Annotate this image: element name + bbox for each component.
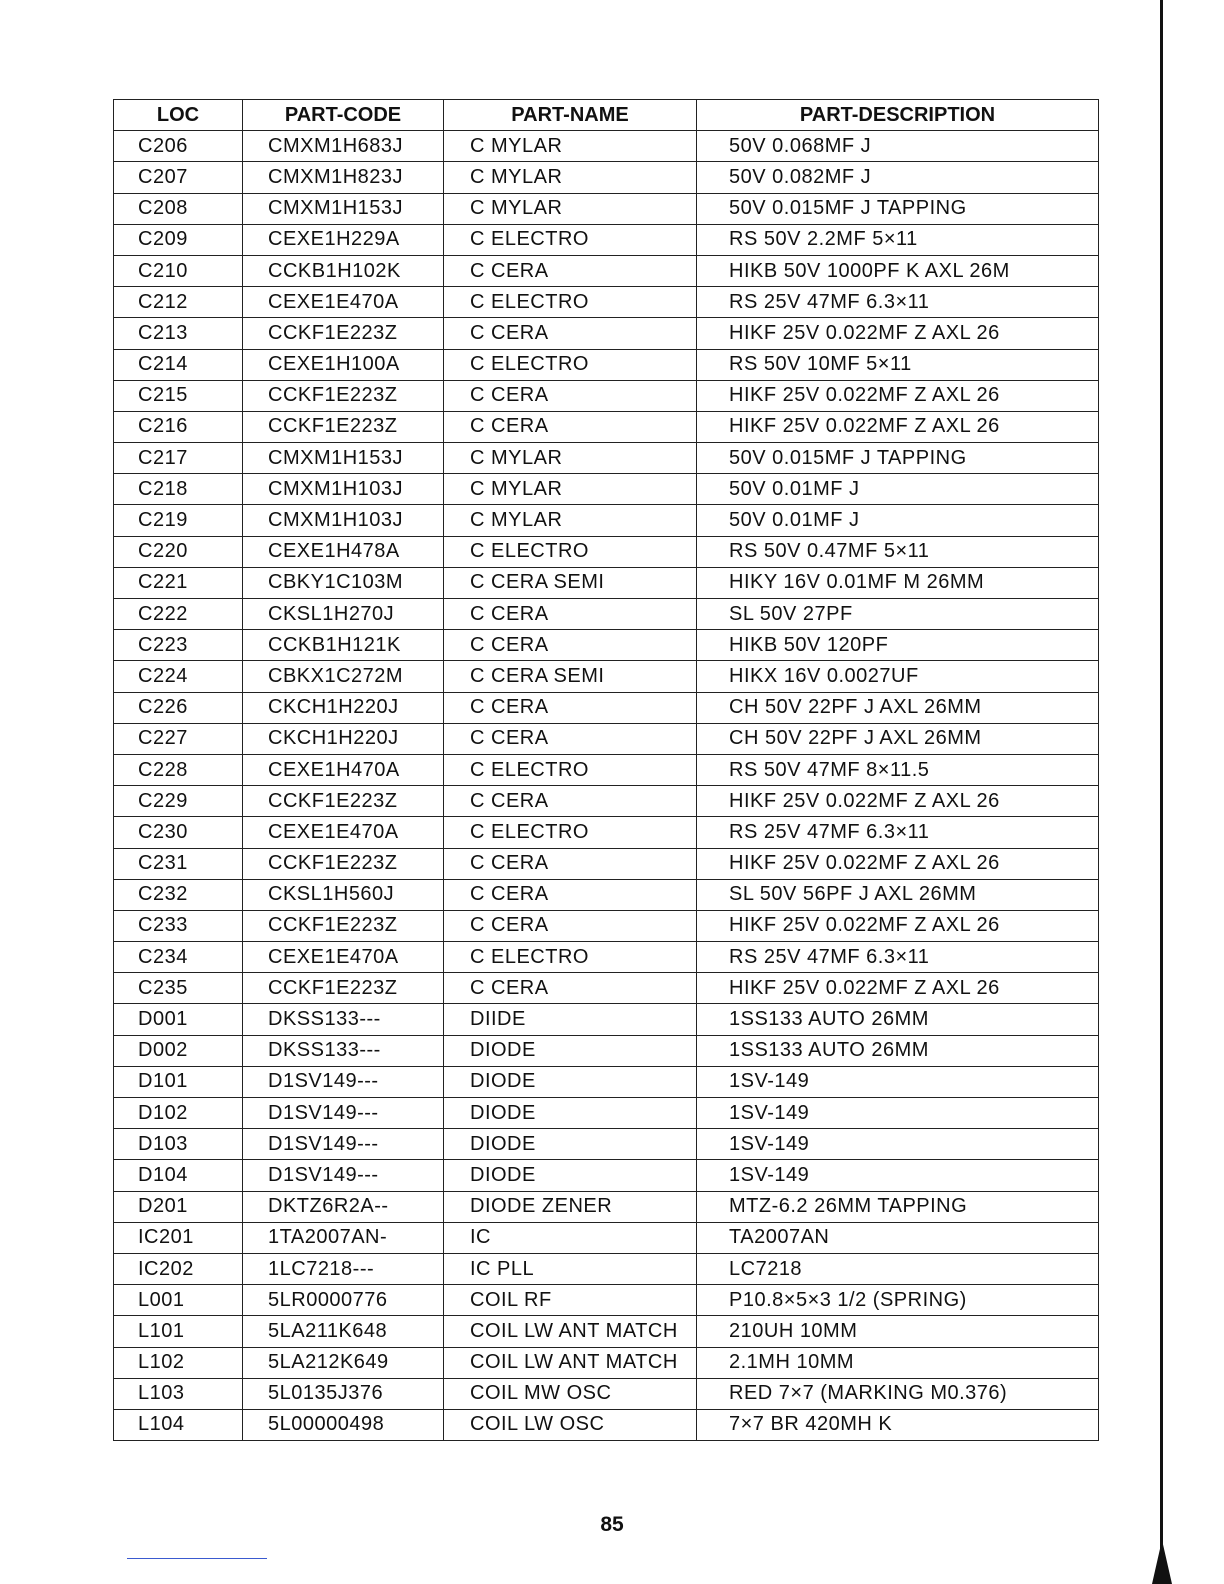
cell-loc: C216 (114, 411, 243, 442)
cell-part-code: DKSS133--- (243, 1035, 444, 1066)
cell-part-name: C CERA (444, 692, 697, 723)
table-row (114, 723, 1099, 754)
cell-part-description: HIKY 16V 0.01MF M 26MM (697, 567, 1099, 598)
cell-part-name: DIIDE (444, 1004, 697, 1035)
cell-loc: L001 (114, 1285, 243, 1316)
cell-part-description: HIKB 50V 1000PF K AXL 26M (697, 255, 1099, 286)
cell-loc: C208 (114, 193, 243, 224)
cell-part-description: RS 25V 47MF 6.3×11 (697, 287, 1099, 318)
table-row (114, 505, 1099, 536)
cell-part-name: C MYLAR (444, 131, 697, 162)
cell-loc: C226 (114, 692, 243, 723)
table-row (114, 349, 1099, 380)
header-loc: LOC (114, 100, 243, 131)
table-row (114, 380, 1099, 411)
cell-part-code: CEXE1E470A (243, 942, 444, 973)
table-row (114, 1316, 1099, 1347)
cell-loc: IC201 (114, 1222, 243, 1253)
cell-loc: C227 (114, 723, 243, 754)
table-row (114, 1004, 1099, 1035)
cell-loc: D104 (114, 1160, 243, 1191)
cell-loc: C228 (114, 754, 243, 785)
table-row (114, 1098, 1099, 1129)
cell-part-name: C ELECTRO (444, 754, 697, 785)
table-row (114, 255, 1099, 286)
cell-part-code: CMXM1H103J (243, 474, 444, 505)
cell-part-name: C CERA (444, 255, 697, 286)
cell-part-name: C MYLAR (444, 193, 697, 224)
cell-part-code: CEXE1E470A (243, 817, 444, 848)
cell-loc: L104 (114, 1409, 243, 1440)
cell-part-description: RS 50V 47MF 8×11.5 (697, 754, 1099, 785)
table-row (114, 287, 1099, 318)
cell-part-description: 7×7 BR 420MH K (697, 1409, 1099, 1440)
cell-part-code: CMXM1H823J (243, 162, 444, 193)
cell-loc: D001 (114, 1004, 243, 1035)
cell-part-description: RS 50V 0.47MF 5×11 (697, 536, 1099, 567)
cell-part-description: 1SV-149 (697, 1160, 1099, 1191)
table-row (114, 1160, 1099, 1191)
cell-part-code: D1SV149--- (243, 1098, 444, 1129)
table-row (114, 692, 1099, 723)
page-edge-foot (1152, 1540, 1172, 1584)
cell-part-description: RED 7×7 (MARKING M0.376) (697, 1378, 1099, 1409)
cell-part-description: 50V 0.015MF J TAPPING (697, 443, 1099, 474)
footer-rule (127, 1558, 267, 1559)
cell-loc: D002 (114, 1035, 243, 1066)
cell-loc: C213 (114, 318, 243, 349)
cell-loc: D101 (114, 1066, 243, 1097)
cell-part-description: RS 25V 47MF 6.3×11 (697, 817, 1099, 848)
cell-part-name: C CERA SEMI (444, 661, 697, 692)
table-row (114, 910, 1099, 941)
table-row (114, 1066, 1099, 1097)
cell-part-name: C CERA (444, 630, 697, 661)
cell-part-code: CKCH1H220J (243, 692, 444, 723)
cell-part-name: C ELECTRO (444, 224, 697, 255)
cell-part-name: DIODE (444, 1098, 697, 1129)
cell-part-code: CEXE1H470A (243, 754, 444, 785)
cell-part-code: CMXM1H683J (243, 131, 444, 162)
cell-loc: D102 (114, 1098, 243, 1129)
cell-part-description: TA2007AN (697, 1222, 1099, 1253)
header-part-code: PART-CODE (243, 100, 444, 131)
table-row (114, 536, 1099, 567)
cell-part-code: DKTZ6R2A-- (243, 1191, 444, 1222)
table-row (114, 1129, 1099, 1160)
cell-part-name: C CERA (444, 910, 697, 941)
cell-part-code: 1TA2007AN- (243, 1222, 444, 1253)
cell-part-code: CCKF1E223Z (243, 910, 444, 941)
cell-part-code: 5LA211K648 (243, 1316, 444, 1347)
cell-part-description: P10.8×5×3 1/2 (SPRING) (697, 1285, 1099, 1316)
cell-part-name: IC PLL (444, 1253, 697, 1284)
cell-part-description: SL 50V 56PF J AXL 26MM (697, 879, 1099, 910)
cell-part-name: DIODE (444, 1035, 697, 1066)
table-row (114, 131, 1099, 162)
cell-part-name: C ELECTRO (444, 942, 697, 973)
cell-part-code: CCKF1E223Z (243, 786, 444, 817)
cell-loc: C212 (114, 287, 243, 318)
table-row (114, 973, 1099, 1004)
cell-part-name: C MYLAR (444, 443, 697, 474)
cell-part-description: HIKF 25V 0.022MF Z AXL 26 (697, 848, 1099, 879)
table-row (114, 661, 1099, 692)
cell-part-code: CCKF1E223Z (243, 318, 444, 349)
cell-loc: C232 (114, 879, 243, 910)
cell-part-code: DKSS133--- (243, 1004, 444, 1035)
page-number: 85 (600, 1513, 624, 1536)
cell-part-code: 5L0135J376 (243, 1378, 444, 1409)
cell-part-code: CEXE1H478A (243, 536, 444, 567)
cell-part-name: C ELECTRO (444, 536, 697, 567)
cell-part-description: 1SV-149 (697, 1098, 1099, 1129)
table-row (114, 630, 1099, 661)
cell-loc: D103 (114, 1129, 243, 1160)
cell-loc: C220 (114, 536, 243, 567)
cell-part-name: DIODE (444, 1066, 697, 1097)
cell-loc: C214 (114, 349, 243, 380)
cell-part-description: CH 50V 22PF J AXL 26MM (697, 723, 1099, 754)
cell-part-name: C MYLAR (444, 162, 697, 193)
table-row (114, 1409, 1099, 1440)
cell-loc: C235 (114, 973, 243, 1004)
cell-part-name: COIL RF (444, 1285, 697, 1316)
page-edge-line (1160, 0, 1163, 1560)
table-body (114, 131, 1099, 1441)
table-row (114, 1378, 1099, 1409)
table-row (114, 879, 1099, 910)
cell-part-code: D1SV149--- (243, 1129, 444, 1160)
cell-part-name: DIODE (444, 1160, 697, 1191)
cell-part-code: D1SV149--- (243, 1066, 444, 1097)
cell-part-code: 5L00000498 (243, 1409, 444, 1440)
cell-loc: C217 (114, 443, 243, 474)
cell-part-description: 2.1MH 10MM (697, 1347, 1099, 1378)
cell-part-name: C CERA (444, 411, 697, 442)
cell-part-name: C CERA (444, 973, 697, 1004)
cell-part-description: 50V 0.01MF J (697, 474, 1099, 505)
cell-loc: C206 (114, 131, 243, 162)
cell-part-description: HIKF 25V 0.022MF Z AXL 26 (697, 973, 1099, 1004)
cell-part-name: C CERA SEMI (444, 567, 697, 598)
table-row (114, 1285, 1099, 1316)
cell-loc: C233 (114, 910, 243, 941)
cell-loc: L103 (114, 1378, 243, 1409)
table-row (114, 942, 1099, 973)
cell-loc: C207 (114, 162, 243, 193)
cell-part-name: C ELECTRO (444, 817, 697, 848)
cell-part-description: 50V 0.015MF J TAPPING (697, 193, 1099, 224)
cell-loc: C223 (114, 630, 243, 661)
table-row (114, 599, 1099, 630)
cell-part-description: HIKF 25V 0.022MF Z AXL 26 (697, 411, 1099, 442)
table-row (114, 318, 1099, 349)
table-row (114, 162, 1099, 193)
table-row (114, 1191, 1099, 1222)
cell-part-name: COIL LW OSC (444, 1409, 697, 1440)
header-part-description: PART-DESCRIPTION (697, 100, 1099, 131)
cell-part-code: 5LA212K649 (243, 1347, 444, 1378)
cell-part-code: CCKF1E223Z (243, 848, 444, 879)
cell-part-description: 210UH 10MM (697, 1316, 1099, 1347)
cell-part-name: C CERA (444, 318, 697, 349)
cell-part-description: HIKB 50V 120PF (697, 630, 1099, 661)
cell-part-code: CBKY1C103M (243, 567, 444, 598)
cell-part-code: CCKF1E223Z (243, 973, 444, 1004)
cell-part-description: 1SV-149 (697, 1129, 1099, 1160)
cell-part-code: CMXM1H153J (243, 193, 444, 224)
cell-part-code: CCKF1E223Z (243, 380, 444, 411)
cell-part-name: C CERA (444, 380, 697, 411)
cell-part-code: CCKF1E223Z (243, 411, 444, 442)
cell-part-code: CMXM1H153J (243, 443, 444, 474)
table-row (114, 1035, 1099, 1066)
cell-part-name: C ELECTRO (444, 287, 697, 318)
table-row (114, 193, 1099, 224)
cell-loc: C229 (114, 786, 243, 817)
cell-part-name: C ELECTRO (444, 349, 697, 380)
cell-part-description: HIKF 25V 0.022MF Z AXL 26 (697, 910, 1099, 941)
cell-part-name: C CERA (444, 848, 697, 879)
cell-part-name: COIL LW ANT MATCH (444, 1316, 697, 1347)
cell-part-name: DIODE ZENER (444, 1191, 697, 1222)
cell-part-code: CEXE1E470A (243, 287, 444, 318)
table-row (114, 411, 1099, 442)
cell-part-code: CEXE1H229A (243, 224, 444, 255)
cell-loc: IC202 (114, 1253, 243, 1284)
cell-part-description: MTZ-6.2 26MM TAPPING (697, 1191, 1099, 1222)
cell-loc: C222 (114, 599, 243, 630)
cell-loc: C221 (114, 567, 243, 598)
cell-part-description: 1SS133 AUTO 26MM (697, 1004, 1099, 1035)
cell-part-description: RS 50V 2.2MF 5×11 (697, 224, 1099, 255)
cell-loc: C231 (114, 848, 243, 879)
cell-part-code: 1LC7218--- (243, 1253, 444, 1284)
cell-loc: D201 (114, 1191, 243, 1222)
cell-loc: L101 (114, 1316, 243, 1347)
cell-loc: C210 (114, 255, 243, 286)
cell-loc: C230 (114, 817, 243, 848)
cell-part-name: C CERA (444, 599, 697, 630)
table-row (114, 786, 1099, 817)
table-row (114, 1347, 1099, 1378)
table-row (114, 224, 1099, 255)
table-row (114, 443, 1099, 474)
cell-loc: C218 (114, 474, 243, 505)
cell-part-code: 5LR0000776 (243, 1285, 444, 1316)
cell-part-name: IC (444, 1222, 697, 1253)
table-row (114, 1253, 1099, 1284)
table-row (114, 1222, 1099, 1253)
cell-part-code: CKSL1H270J (243, 599, 444, 630)
cell-part-description: HIKX 16V 0.0027UF (697, 661, 1099, 692)
cell-part-description: CH 50V 22PF J AXL 26MM (697, 692, 1099, 723)
cell-part-name: C CERA (444, 786, 697, 817)
cell-part-name: C CERA (444, 879, 697, 910)
cell-loc: L102 (114, 1347, 243, 1378)
cell-part-description: 50V 0.01MF J (697, 505, 1099, 536)
header-part-name: PART-NAME (444, 100, 697, 131)
table-row (114, 567, 1099, 598)
table-row (114, 474, 1099, 505)
table-row (114, 754, 1099, 785)
cell-part-name: COIL MW OSC (444, 1378, 697, 1409)
table-row (114, 817, 1099, 848)
cell-part-code: D1SV149--- (243, 1160, 444, 1191)
cell-part-description: 1SS133 AUTO 26MM (697, 1035, 1099, 1066)
cell-part-code: CKCH1H220J (243, 723, 444, 754)
cell-part-code: CMXM1H103J (243, 505, 444, 536)
cell-part-description: LC7218 (697, 1253, 1099, 1284)
cell-loc: C234 (114, 942, 243, 973)
cell-part-description: 50V 0.082MF J (697, 162, 1099, 193)
cell-part-description: SL 50V 27PF (697, 599, 1099, 630)
cell-loc: C219 (114, 505, 243, 536)
cell-part-code: CCKB1H102K (243, 255, 444, 286)
cell-part-description: RS 50V 10MF 5×11 (697, 349, 1099, 380)
cell-part-description: HIKF 25V 0.022MF Z AXL 26 (697, 786, 1099, 817)
cell-loc: C209 (114, 224, 243, 255)
parts-list-table (113, 99, 1099, 1441)
cell-part-description: HIKF 25V 0.022MF Z AXL 26 (697, 380, 1099, 411)
cell-part-code: CBKX1C272M (243, 661, 444, 692)
cell-part-code: CEXE1H100A (243, 349, 444, 380)
cell-part-description: RS 25V 47MF 6.3×11 (697, 942, 1099, 973)
cell-part-description: HIKF 25V 0.022MF Z AXL 26 (697, 318, 1099, 349)
cell-part-description: 50V 0.068MF J (697, 131, 1099, 162)
cell-loc: C215 (114, 380, 243, 411)
cell-part-name: C MYLAR (444, 505, 697, 536)
cell-part-name: DIODE (444, 1129, 697, 1160)
cell-part-code: CCKB1H121K (243, 630, 444, 661)
table-header-row (114, 100, 1099, 131)
cell-part-name: C CERA (444, 723, 697, 754)
cell-loc: C224 (114, 661, 243, 692)
cell-part-code: CKSL1H560J (243, 879, 444, 910)
cell-part-name: COIL LW ANT MATCH (444, 1347, 697, 1378)
cell-part-name: C MYLAR (444, 474, 697, 505)
cell-part-description: 1SV-149 (697, 1066, 1099, 1097)
table-row (114, 848, 1099, 879)
